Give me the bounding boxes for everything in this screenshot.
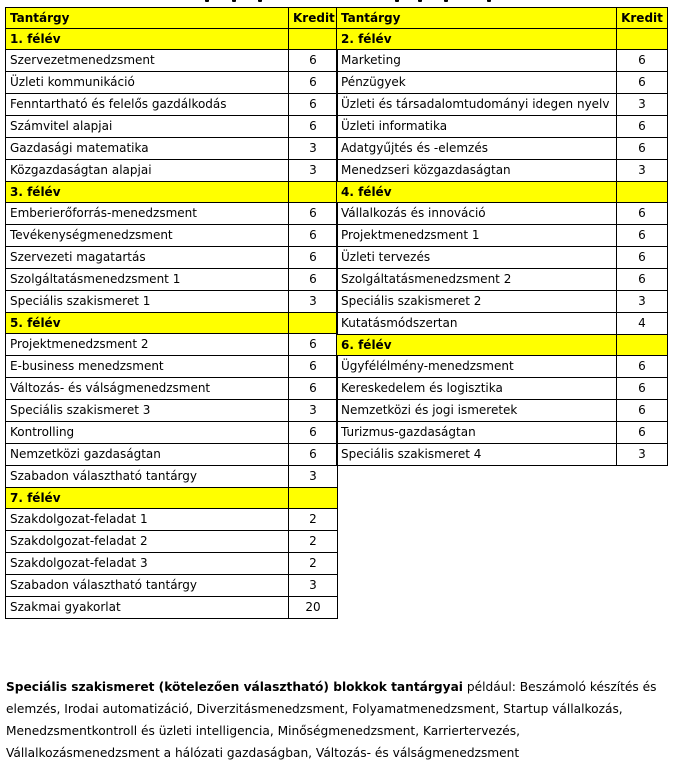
course-name: Szakdolgozat-feladat 3	[6, 553, 289, 575]
course-name: Speciális szakismeret 4	[337, 444, 617, 466]
course-credit: 3	[289, 160, 338, 182]
semester-header-row	[337, 335, 668, 356]
curriculum-table-left	[5, 7, 338, 619]
course-credit: 6	[617, 378, 668, 400]
course-row	[337, 203, 668, 225]
course-row	[337, 94, 668, 116]
course-name: Fenntartható és felelős gazdálkodás	[6, 94, 289, 116]
course-name: E-business menedzsment	[6, 356, 289, 378]
course-row	[6, 509, 338, 531]
course-name: Közgazdaságtan alapjai	[6, 160, 289, 182]
course-row	[6, 597, 338, 619]
course-name: Vállalkozás és innováció	[337, 203, 617, 225]
table-header-row	[337, 8, 668, 29]
course-row	[6, 356, 338, 378]
course-credit: 6	[289, 116, 338, 138]
course-credit: 3	[617, 291, 668, 313]
course-credit: 6	[289, 356, 338, 378]
course-row	[6, 575, 338, 597]
semester-label: 2. félév	[337, 29, 617, 50]
credit-column-header: Kredit	[289, 8, 338, 29]
subject-column-header: Tantárgy	[337, 8, 617, 29]
course-row	[6, 94, 338, 116]
course-row	[6, 400, 338, 422]
course-name: Pénzügyek	[337, 72, 617, 94]
semester-label: 6. félév	[337, 335, 617, 356]
course-name: Üzleti és társadalomtudományi idegen nyelv	[337, 94, 617, 116]
course-row	[337, 313, 668, 335]
course-credit: 6	[289, 422, 338, 444]
course-name: Kontrolling	[6, 422, 289, 444]
course-row	[6, 72, 338, 94]
semester-header-row	[6, 488, 338, 509]
course-name: Változás- és válságmenedzsment	[6, 378, 289, 400]
course-credit: 6	[617, 422, 668, 444]
course-name: Szabadon választható tantárgy	[6, 466, 289, 488]
course-name: Szabadon választható tantárgy	[6, 575, 289, 597]
table-header-row	[6, 8, 338, 29]
semester-credit-blank	[289, 29, 338, 50]
course-credit: 6	[289, 247, 338, 269]
course-name: Gazdasági matematika	[6, 138, 289, 160]
course-credit: 6	[617, 72, 668, 94]
course-credit: 6	[617, 225, 668, 247]
semester-header-row	[6, 29, 338, 50]
credit-column-header: Kredit	[617, 8, 668, 29]
note-text: például: Beszámoló készítés és elemzés, Irodai automatizáció, Diverzitásmenedzsment, Folyamatmenedzsment, Startup vállalkozás, Menedzsmentkontroll és üzleti intelligencia, Minőségmenedzsment, Karriertervezés, Vállalkozásmenedzsment a hálózati gazdaságban, Változás- és válságmenedzsment	[6, 680, 657, 760]
semester-label: 1. félév	[6, 29, 289, 50]
course-name: Kereskedelem és logisztika	[337, 378, 617, 400]
subject-column-header: Tantárgy	[6, 8, 289, 29]
course-credit: 3	[289, 575, 338, 597]
course-row	[6, 247, 338, 269]
course-credit: 4	[617, 313, 668, 335]
course-name: Szakdolgozat-feladat 1	[6, 509, 289, 531]
semester-header-row	[337, 29, 668, 50]
course-credit: 6	[289, 50, 338, 72]
course-credit: 3	[289, 466, 338, 488]
course-row	[337, 269, 668, 291]
course-row	[6, 444, 338, 466]
course-name: Üzleti informatika	[337, 116, 617, 138]
course-name: Nemzetközi és jogi ismeretek	[337, 400, 617, 422]
course-row	[337, 160, 668, 182]
course-credit: 2	[289, 509, 338, 531]
course-name: Tevékenységmenedzsment	[6, 225, 289, 247]
course-row	[337, 50, 668, 72]
semester-credit-blank	[617, 335, 668, 356]
course-name: Szakdolgozat-feladat 2	[6, 531, 289, 553]
course-name: Nemzetközi gazdaságtan	[6, 444, 289, 466]
curriculum-table-right	[336, 7, 668, 466]
semester-label: 5. félév	[6, 313, 289, 334]
course-name: Projektmenedzsment 1	[337, 225, 617, 247]
course-name: Szolgáltatásmenedzsment 2	[337, 269, 617, 291]
course-row	[6, 160, 338, 182]
course-credit: 6	[289, 94, 338, 116]
semester-credit-blank	[289, 488, 338, 509]
course-row	[6, 225, 338, 247]
semester-header-row	[6, 313, 338, 334]
course-row	[6, 269, 338, 291]
course-name: Szervezeti magatartás	[6, 247, 289, 269]
course-credit: 6	[289, 225, 338, 247]
course-row	[6, 553, 338, 575]
course-credit: 6	[289, 444, 338, 466]
semester-label: 3. félév	[6, 182, 289, 203]
course-name: Speciális szakismeret 3	[6, 400, 289, 422]
course-credit: 6	[289, 334, 338, 356]
course-name: Számvitel alapjai	[6, 116, 289, 138]
course-row	[337, 138, 668, 160]
semester-header-row	[337, 182, 668, 203]
course-credit: 2	[289, 531, 338, 553]
course-row	[6, 291, 338, 313]
course-row	[337, 116, 668, 138]
semester-credit-blank	[289, 313, 338, 334]
course-name: Szervezetmenedzsment	[6, 50, 289, 72]
semester-credit-blank	[289, 182, 338, 203]
course-row	[337, 72, 668, 94]
course-row	[6, 203, 338, 225]
course-row	[337, 444, 668, 466]
course-credit: 6	[617, 356, 668, 378]
course-credit: 6	[289, 72, 338, 94]
course-credit: 3	[617, 160, 668, 182]
course-row	[337, 291, 668, 313]
course-row	[6, 50, 338, 72]
course-row	[6, 422, 338, 444]
course-credit: 6	[289, 269, 338, 291]
course-name: Projektmenedzsment 2	[6, 334, 289, 356]
course-row	[6, 138, 338, 160]
semester-label: 4. félév	[337, 182, 617, 203]
course-name: Speciális szakismeret 1	[6, 291, 289, 313]
semester-header-row	[6, 182, 338, 203]
semester-label: 7. félév	[6, 488, 289, 509]
course-row	[337, 400, 668, 422]
course-row	[337, 356, 668, 378]
course-name: Szakmai gyakorlat	[6, 597, 289, 619]
semester-credit-blank	[617, 29, 668, 50]
course-row	[337, 247, 668, 269]
course-credit: 3	[617, 94, 668, 116]
course-credit: 2	[289, 553, 338, 575]
course-name: Üzleti tervezés	[337, 247, 617, 269]
course-name: Kutatásmódszertan	[337, 313, 617, 335]
course-row	[337, 422, 668, 444]
course-name: Adatgyűjtés és -elemzés	[337, 138, 617, 160]
cropped-heading-remnant	[0, 0, 675, 3]
course-credit: 3	[289, 400, 338, 422]
course-name: Üzleti kommunikáció	[6, 72, 289, 94]
course-row	[6, 116, 338, 138]
course-name: Szolgáltatásmenedzsment 1	[6, 269, 289, 291]
course-credit: 6	[617, 203, 668, 225]
course-row	[6, 334, 338, 356]
note-bold-lead: Speciális szakismeret (kötelezően választható) blokkok tantárgyai	[6, 680, 463, 694]
course-name: Ügyfélélmény-menedzsment	[337, 356, 617, 378]
course-row	[6, 531, 338, 553]
course-row	[6, 378, 338, 400]
course-credit: 3	[289, 291, 338, 313]
course-credit: 6	[617, 116, 668, 138]
course-credit: 6	[617, 269, 668, 291]
course-credit: 20	[289, 597, 338, 619]
course-credit: 6	[289, 378, 338, 400]
course-row	[6, 466, 338, 488]
course-credit: 6	[617, 50, 668, 72]
specialization-note	[6, 676, 666, 764]
course-row	[337, 378, 668, 400]
course-row	[337, 225, 668, 247]
course-name: Emberierőforrás-menedzsment	[6, 203, 289, 225]
course-name: Speciális szakismeret 2	[337, 291, 617, 313]
course-credit: 3	[617, 444, 668, 466]
course-credit: 6	[617, 247, 668, 269]
course-credit: 3	[289, 138, 338, 160]
course-name: Menedzseri közgazdaságtan	[337, 160, 617, 182]
semester-credit-blank	[617, 182, 668, 203]
course-name: Marketing	[337, 50, 617, 72]
course-credit: 6	[617, 138, 668, 160]
course-credit: 6	[617, 400, 668, 422]
course-name: Turizmus-gazdaságtan	[337, 422, 617, 444]
course-credit: 6	[289, 203, 338, 225]
